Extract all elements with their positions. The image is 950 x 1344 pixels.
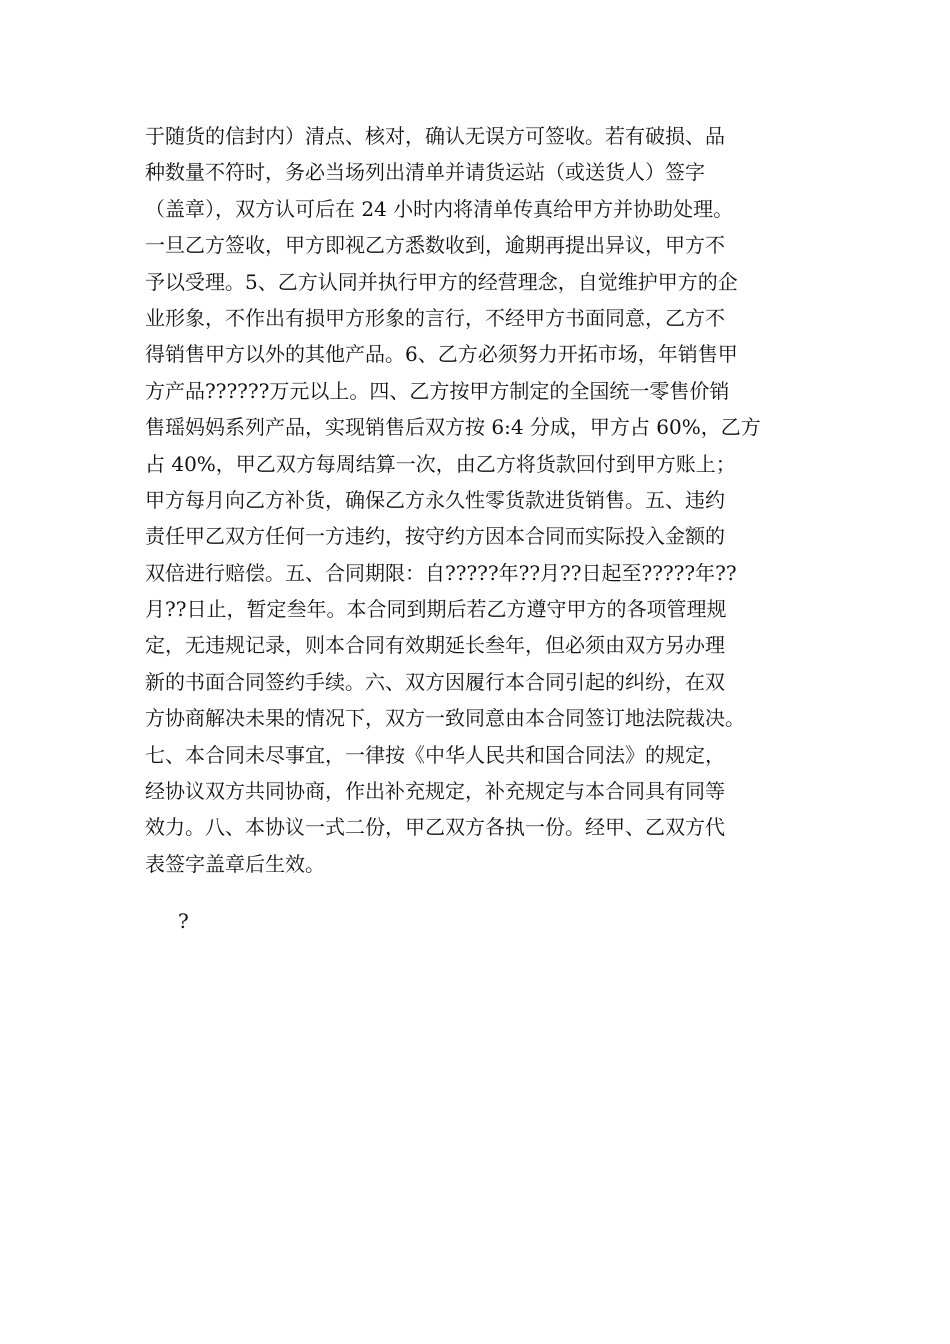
text-line: 经协议双方共同协商，作出补充规定，补充规定与本合同具有同等 (145, 779, 725, 804)
text-line: 业形象，不作出有损甲方形象的言行，不经甲方书面同意，乙方不 (145, 305, 725, 330)
text-line: 责任甲乙双方任何一方违约，按守约方因本合同而实际投入金额的 (145, 524, 725, 549)
text-line: 效力。八、本协议一式二份，甲乙双方各执一份。经甲、乙双方代 (145, 815, 725, 840)
text-line: 月??日止，暂定叁年。本合同到期后若乙方遵守甲方的各项管理规 (145, 597, 727, 622)
text-line: 售瑶妈妈系列产品，实现销售后双方按 6:4 分成，甲方占 60%，乙方 (145, 415, 761, 440)
text-line: 七、本合同未尽事宜，一律按《中华人民共和国合同法》的规定， (145, 742, 725, 767)
contract-body-text (145, 118, 845, 882)
text-line: （盖章），双方认可后在 24 小时内将清单传真给甲方并协助处理。 (145, 196, 734, 221)
text-line: 双倍进行赔偿。五、合同期限：自?????年??月??日起至?????年?? (145, 560, 737, 585)
text-line: 定，无违规记录，则本合同有效期延长叁年，但必须由双方另办理 (145, 633, 725, 658)
text-line: 种数量不符时，务必当场列出清单并请货运站（或送货人）签字 (145, 160, 705, 185)
trailing-question-mark: ? (178, 909, 189, 933)
text-line: 方协商解决未果的情况下，双方一致同意由本合同签订地法院裁决。 (145, 706, 745, 731)
text-line: 新的书面合同签约手续。六、双方因履行本合同引起的纠纷，在双 (145, 669, 725, 694)
text-line: 占 40%，甲乙双方每周结算一次，由乙方将货款回付到甲方账上； (145, 451, 736, 476)
text-line: 甲方每月向乙方补货，确保乙方永久性零货款进货销售。五、违约 (145, 487, 725, 512)
text-line: 于随货的信封内）清点、核对，确认无误方可签收。若有破损、品 (145, 124, 725, 148)
text-line: 得销售甲方以外的其他产品。6、乙方必须努力开拓市场，年销售甲 (145, 342, 738, 367)
text-line: 方产品??????万元以上。四、乙方按甲方制定的全国统一零售价销 (145, 378, 730, 403)
text-line: 一旦乙方签收，甲方即视乙方悉数收到，逾期再提出异议，甲方不 (145, 233, 725, 258)
text-line: 予以受理。5、乙方认同并执行甲方的经营理念，自觉维护甲方的企 (145, 269, 738, 294)
text-line: 表签字盖章后生效。 (145, 851, 325, 876)
